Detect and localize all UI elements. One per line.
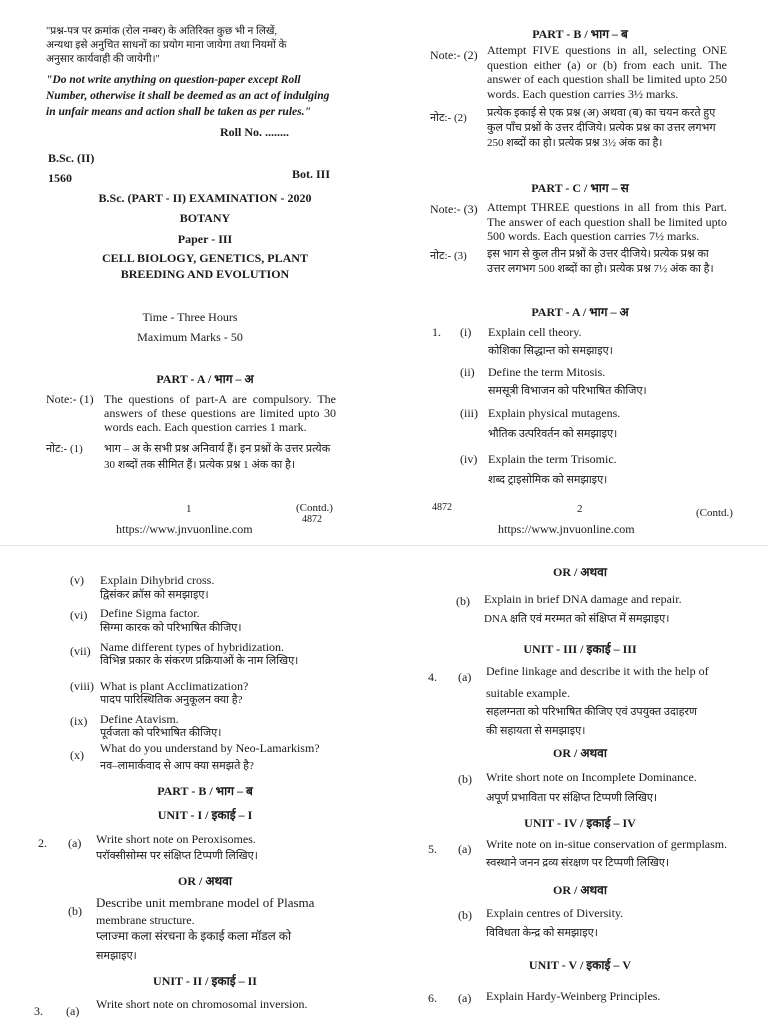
exam-title: B.Sc. (PART - II) EXAMINATION - 2020 bbox=[98, 191, 312, 205]
hindi-instruction-line-3: अनुसार कार्यवाही की जायेगी।" bbox=[46, 54, 160, 65]
class-label: B.Sc. (II) bbox=[48, 151, 95, 165]
website-link-2[interactable]: https://www.jnvuonline.com bbox=[498, 522, 635, 536]
note-1-hindi-label: नोट:- (1) bbox=[46, 443, 83, 455]
item-i-number: (i) bbox=[460, 325, 472, 339]
code-label-2: 4872 bbox=[432, 502, 452, 513]
question-3b-label: (b) bbox=[456, 594, 470, 608]
paper-title-line-1: CELL BIOLOGY, GENETICS, PLANT bbox=[102, 251, 308, 265]
question-2a-english: Write short note on Peroxisomes. bbox=[96, 832, 256, 846]
note-1-text: The questions of part-A are compulsory. The answers of these questions are limited upto 30 words each. Each question carries 1 mark. bbox=[104, 392, 336, 434]
question-2a-hindi: परॉक्सीसोम्स पर संक्षिप्त टिप्पणी लिखिए। bbox=[96, 850, 258, 862]
unit-1-heading: UNIT - I / इकाई – I bbox=[157, 808, 253, 822]
question-3a-english: Write short note on chromosomal inversion. bbox=[96, 997, 308, 1011]
question-1-number: 1. bbox=[432, 325, 441, 339]
item-ii-hindi: समसूत्री विभाजन को परिभाषित कीजिए। bbox=[488, 385, 647, 397]
english-instruction-line-3: in unfair means and action shall be taken as per rules." bbox=[46, 106, 311, 118]
question-4b-hindi: अपूर्ण प्रभाविता पर संक्षिप्त टिप्पणी लिखिए। bbox=[486, 792, 658, 804]
part-b-heading: PART - B / भाग – ब bbox=[532, 27, 628, 41]
item-vi-hindi: सिग्मा कारक को परिभाषित कीजिए। bbox=[100, 622, 242, 634]
question-6a-label: (a) bbox=[458, 991, 472, 1005]
page-number-2: 2 bbox=[577, 503, 583, 515]
item-x-english: What do you understand by Neo-Lamarkism? bbox=[100, 741, 320, 755]
item-viii-english: What is plant Acclimatization? bbox=[100, 679, 249, 693]
note-3-hindi-label: नोट:- (3) bbox=[430, 250, 467, 262]
paper-code: 1560 bbox=[48, 171, 72, 185]
item-v-number: (v) bbox=[70, 573, 84, 587]
note-2-label: Note:- (2) bbox=[430, 48, 478, 62]
note-1-label: Note:- (1) bbox=[46, 392, 94, 406]
item-iii-number: (iii) bbox=[460, 406, 478, 420]
paper-number: Paper - III bbox=[177, 232, 233, 246]
part-a-heading: PART - A / भाग – अ bbox=[156, 372, 254, 386]
note-3-hindi-text: इस भाग से कुल तीन प्रश्नों के उत्तर दीजिये। प्रत्येक प्रश्न का उत्तर लगभग 500 शब्दों का हो। प्रत्येक प्रश्न 7½ अंक का है। bbox=[487, 248, 714, 275]
item-viii-hindi: पादप पारिस्थितिक अनुकूलन क्या है? bbox=[100, 694, 243, 706]
item-viii-number: (viii) bbox=[70, 679, 94, 693]
or-divider-4: OR / अथवा bbox=[553, 883, 607, 897]
question-4-number: 4. bbox=[428, 670, 437, 684]
item-vi-english: Define Sigma factor. bbox=[100, 606, 200, 620]
max-marks-label: Maximum Marks - 50 bbox=[137, 330, 243, 344]
item-iv-hindi: शब्द ट्राइसोमिक को समझाइए। bbox=[488, 474, 608, 486]
question-2b-english-line-2: membrane structure. bbox=[96, 913, 195, 927]
question-2b-hindi-line-2: समझाइए। bbox=[96, 950, 137, 962]
time-label: Time - Three Hours bbox=[142, 310, 238, 324]
question-5b-label: (b) bbox=[458, 908, 472, 922]
question-3b-hindi: DNA क्षति एवं मरम्मत को संक्षिप्त में समझाइए। bbox=[484, 613, 670, 625]
question-4b-label: (b) bbox=[458, 772, 472, 786]
item-ix-hindi: पूर्वजता को परिभाषित कीजिए। bbox=[100, 727, 222, 739]
question-2b-label: (b) bbox=[68, 904, 82, 918]
english-instruction-line-1: "Do not write anything on question-paper except Roll bbox=[46, 74, 301, 86]
item-iii-english: Explain physical mutagens. bbox=[488, 406, 621, 420]
question-4a-hindi-line-1: सहलग्नता को परिभाषित कीजिए एवं उपयुक्त उदाहरण bbox=[486, 706, 697, 718]
hindi-instruction-line-1: "प्रश्न-पत्र पर क्रमांक (रोल नम्बर) के अतिरिक्त कुछ भी न लिखें, bbox=[46, 26, 278, 37]
question-6-number: 6. bbox=[428, 991, 437, 1005]
question-5a-hindi: स्वस्थाने जनन द्रव्य संरक्षण पर टिप्पणी लिखिए। bbox=[486, 857, 670, 869]
roll-no-field: Roll No. ........ bbox=[220, 125, 289, 139]
question-5b-hindi: विविधता केन्द्र को समझाइए। bbox=[486, 927, 598, 939]
item-v-english: Explain Dihybrid cross. bbox=[100, 573, 215, 587]
subject-title: BOTANY bbox=[179, 211, 231, 225]
note-3-label: Note:- (3) bbox=[430, 202, 478, 216]
question-5b-english: Explain centres of Diversity. bbox=[486, 906, 624, 920]
item-vii-english: Name different types of hybridization. bbox=[100, 640, 285, 654]
part-c-heading: PART - C / भाग – स bbox=[531, 181, 629, 195]
item-vi-number: (vi) bbox=[70, 608, 88, 622]
question-4a-hindi-line-2: की सहायता से समझाइए। bbox=[486, 725, 586, 737]
question-2b-english-line-1: Describe unit membrane model of Plasma bbox=[96, 895, 315, 910]
page-separator bbox=[0, 545, 768, 546]
subject-code: Bot. III bbox=[292, 167, 331, 181]
question-4a-english-line-2: suitable example. bbox=[486, 686, 570, 700]
page-number: 1 bbox=[186, 503, 192, 515]
or-divider-3: OR / अथवा bbox=[553, 746, 607, 760]
question-4a-label: (a) bbox=[458, 670, 472, 684]
item-i-english: Explain cell theory. bbox=[488, 325, 582, 339]
item-ix-english: Define Atavism. bbox=[100, 712, 179, 726]
code-label: 4872 bbox=[302, 514, 322, 525]
or-divider-1: OR / अथवा bbox=[178, 874, 232, 888]
contd-label-2: (Contd.) bbox=[696, 507, 733, 519]
english-instruction-line-2: Number, otherwise it shall be deemed as an act of indulging bbox=[46, 90, 330, 102]
hindi-instruction-line-2: अन्यथा इसे अनुचित साधनों का प्रयोग माना जायेगा तथा नियमों के bbox=[46, 40, 287, 51]
unit-3-heading: UNIT - III / इकाई – III bbox=[523, 642, 637, 656]
unit-5-heading: UNIT - V / इकाई – V bbox=[528, 958, 632, 972]
question-5-number: 5. bbox=[428, 842, 437, 856]
item-vii-number: (vii) bbox=[70, 644, 91, 658]
item-ii-english: Define the term Mitosis. bbox=[488, 365, 606, 379]
note-1-hindi-text: भाग – अ के सभी प्रश्न अनिवार्य हैं। इन प्रश्नों के उत्तर प्रत्येक 30 शब्दों तक सीमित हैं। प्रत्येक प्रश्न 1 अंक का है। bbox=[104, 443, 331, 471]
question-2-number: 2. bbox=[38, 836, 47, 850]
note-2-hindi-label: नोट:- (2) bbox=[430, 112, 467, 124]
item-iv-english: Explain the term Trisomic. bbox=[488, 452, 617, 466]
note-2-hindi-text: प्रत्येक इकाई से एक प्रश्न (अ) अथवा (ब) का चयन करते हुए कुल पाँच प्रश्नों के उत्तर दीजिये। प्रत्येक प्रश्न का उत्तर लगभग 250 शब्दों का हो। प्रत्येक प्रश्न 3½ अंक का है। bbox=[487, 107, 716, 149]
question-3-number: 3. bbox=[34, 1004, 43, 1018]
unit-2-heading: UNIT - II / इकाई – II bbox=[153, 974, 257, 988]
item-x-hindi: नव–लामार्कवाद से आप क्या समझते है? bbox=[100, 760, 254, 772]
paper-title-line-2: BREEDING AND EVOLUTION bbox=[120, 267, 290, 281]
note-2-text: Attempt FIVE questions in all, selecting ONE question either (a) or (b) from each unit. The answer of each question shall be limited upto 250 words. Each question carries 3½ marks. bbox=[487, 43, 727, 101]
item-iv-number: (iv) bbox=[460, 452, 478, 466]
item-x-number: (x) bbox=[70, 748, 84, 762]
question-6a-english: Explain Hardy-Weinberg Principles. bbox=[486, 989, 661, 1003]
question-4b-english: Write short note on Incomplete Dominance. bbox=[486, 770, 697, 784]
item-v-hindi: द्विसंकर क्रॉस को समझाइए। bbox=[100, 589, 209, 601]
contd-label: (Contd.) bbox=[296, 502, 333, 514]
website-link[interactable]: https://www.jnvuonline.com bbox=[116, 522, 253, 536]
question-3b-english: Explain in brief DNA damage and repair. bbox=[484, 592, 682, 606]
unit-4-heading: UNIT - IV / इकाई – IV bbox=[524, 816, 636, 830]
item-i-hindi: कोशिका सिद्धान्त को समझाइए। bbox=[488, 345, 613, 357]
question-2a-label: (a) bbox=[68, 836, 82, 850]
question-2b-hindi-line-1: प्लाज्मा कला संरचना के इकाई कला मॉडल को bbox=[96, 929, 292, 943]
item-iii-hindi: भौतिक उत्परिवर्तन को समझाइए। bbox=[488, 428, 618, 440]
question-5a-label: (a) bbox=[458, 842, 472, 856]
question-5a-english: Write note on in-situe conservation of germplasm. bbox=[486, 837, 728, 851]
question-3a-label: (a) bbox=[66, 1004, 80, 1018]
part-a-heading-2: PART - A / भाग – अ bbox=[531, 305, 629, 319]
note-3-text: Attempt THREE questions in all from this Part. The answer of each question shall be limited upto 500 words. Each question carries 7½ marks. bbox=[487, 200, 727, 243]
part-b-heading-2: PART - B / भाग – ब bbox=[157, 784, 253, 798]
item-vii-hindi: विभिन्न प्रकार के संकरण प्रक्रियाओं के नाम लिखिए। bbox=[100, 655, 299, 667]
item-ii-number: (ii) bbox=[460, 365, 475, 379]
question-4a-english-line-1: Define linkage and describe it with the help of bbox=[486, 664, 709, 678]
or-divider-2: OR / अथवा bbox=[553, 565, 607, 579]
item-ix-number: (ix) bbox=[70, 714, 88, 728]
